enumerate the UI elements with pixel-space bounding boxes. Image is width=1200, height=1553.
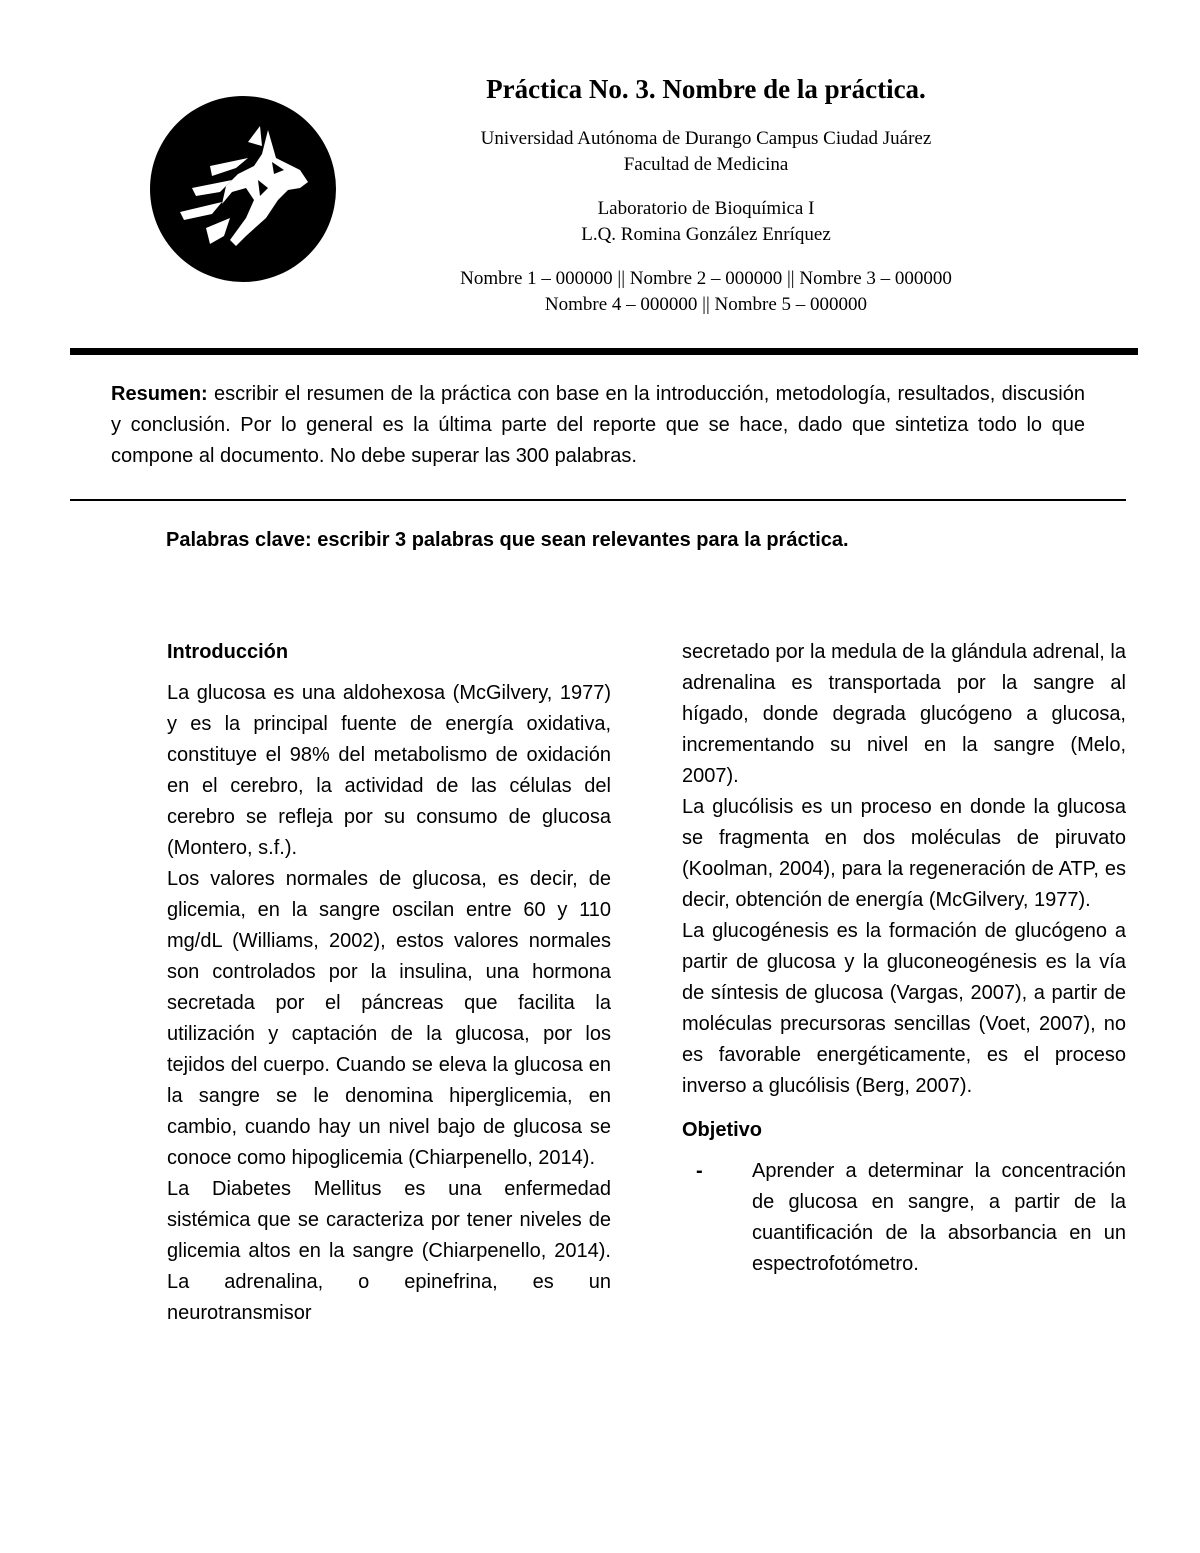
wolf-head-icon xyxy=(150,96,336,282)
intro-paragraph: La Diabetes Mellitus es una enfermedad sistémica que se caracteriza por tener niveles de glicemia altos en la sangre (Chiarpenello, 2014). La adrenalina, o epinefrina, es un neurotransmisor xyxy=(167,1178,611,1324)
keywords: Palabras clave: escribir 3 palabras que sean relevantes para la práctica. xyxy=(166,529,849,551)
instructor-name: L.Q. Romina González Enríquez xyxy=(581,224,831,245)
abstract-divider xyxy=(70,499,1126,501)
students-line-1: Nombre 1 – 000000 || Nombre 2 – 000000 || Nombre 3 – 000000 xyxy=(460,268,952,289)
objective-title: Objetivo xyxy=(682,1119,763,1141)
column-left xyxy=(167,637,611,1329)
faculty-name: Facultad de Medicina xyxy=(623,154,789,175)
bullet-dash-icon: - xyxy=(696,1160,703,1182)
introduction-title: Introducción xyxy=(167,641,289,663)
column-right xyxy=(682,637,1126,1280)
intro-paragraph: Los valores normales de glucosa, es decir, de glicemia, en la sangre oscilan entre 60 y 110 mg/dL (Williams, 2002), estos valores normales son controlados por la insulina, una hormona secretada por el páncreas que facilita la utilización y captación de la glucosa, por los tejidos del cuerpo. Cuando se eleva la glucosa en la sangre se le denomina hiperglicemia, en cambio, cuando hay un nivel bajo de glucosa se conoce como hipoglicemia (Chiarpenello, 2014). xyxy=(167,868,611,1169)
page-title: Práctica No. 3. Nombre de la práctica. xyxy=(486,74,926,104)
university-name: Universidad Autónoma de Durango Campus Ciudad Juárez xyxy=(480,128,932,149)
intro-paragraph: La glucosa es una aldohexosa (McGilvery, 1977) y es la principal fuente de energía oxidativa, constituye el 98% del metabolismo de oxidación en el cerebro, la actividad de las células del cerebro se refleja por su consumo de glucosa (Montero, s.f.). xyxy=(167,682,611,859)
objective-item-text: Aprender a determinar la concentración de glucosa en sangre, a partir de la cuantificación de la absorbancia en un espectrofotómetro. xyxy=(752,1160,1126,1275)
students-block xyxy=(390,266,1022,318)
abstract xyxy=(111,379,1085,472)
laboratory-name: Laboratorio de Bioquímica I xyxy=(597,198,815,219)
document-header xyxy=(390,70,1022,318)
objective-list xyxy=(682,1156,1126,1280)
abstract-label: Resumen: xyxy=(111,383,208,405)
lab-block xyxy=(390,196,1022,248)
intro-paragraph: La glucogénesis es la formación de glucógeno a partir de glucosa y la gluconeogénesis es la vía de síntesis de glucosa (Vargas, 2007), a partir de moléculas precursoras sencillas (Voet, 2007), no es favorable energéticamente, es el proceso inverso a glucólisis (Berg, 2007). xyxy=(682,920,1126,1097)
intro-paragraph: secretado por la medula de la glándula adrenal, la adrenalina es transportada por la sangre al hígado, donde degrada glucógeno a glucosa, incrementando su nivel en la sangre (Melo, 2007). xyxy=(682,641,1126,787)
students-line-2: Nombre 4 – 000000 || Nombre 5 – 000000 xyxy=(544,294,868,315)
intro-paragraph: La glucólisis es un proceso en donde la glucosa se fragmenta en dos moléculas de piruvato (Koolman, 2004), para la regeneración de ATP, es decir, obtención de energía (McGilvery, 1977). xyxy=(682,796,1126,911)
wolf-logo xyxy=(150,96,336,282)
header-divider xyxy=(70,348,1138,355)
institution-block xyxy=(390,126,1022,178)
objective-item xyxy=(682,1156,1126,1280)
abstract-text: escribir el resumen de la práctica con base en la introducción, metodología, resultados, discusión y conclusión. Por lo general es la última parte del reporte que se hace, dado que sintetiza todo lo que compone al documento. No debe superar las 300 palabras. xyxy=(111,383,1085,467)
